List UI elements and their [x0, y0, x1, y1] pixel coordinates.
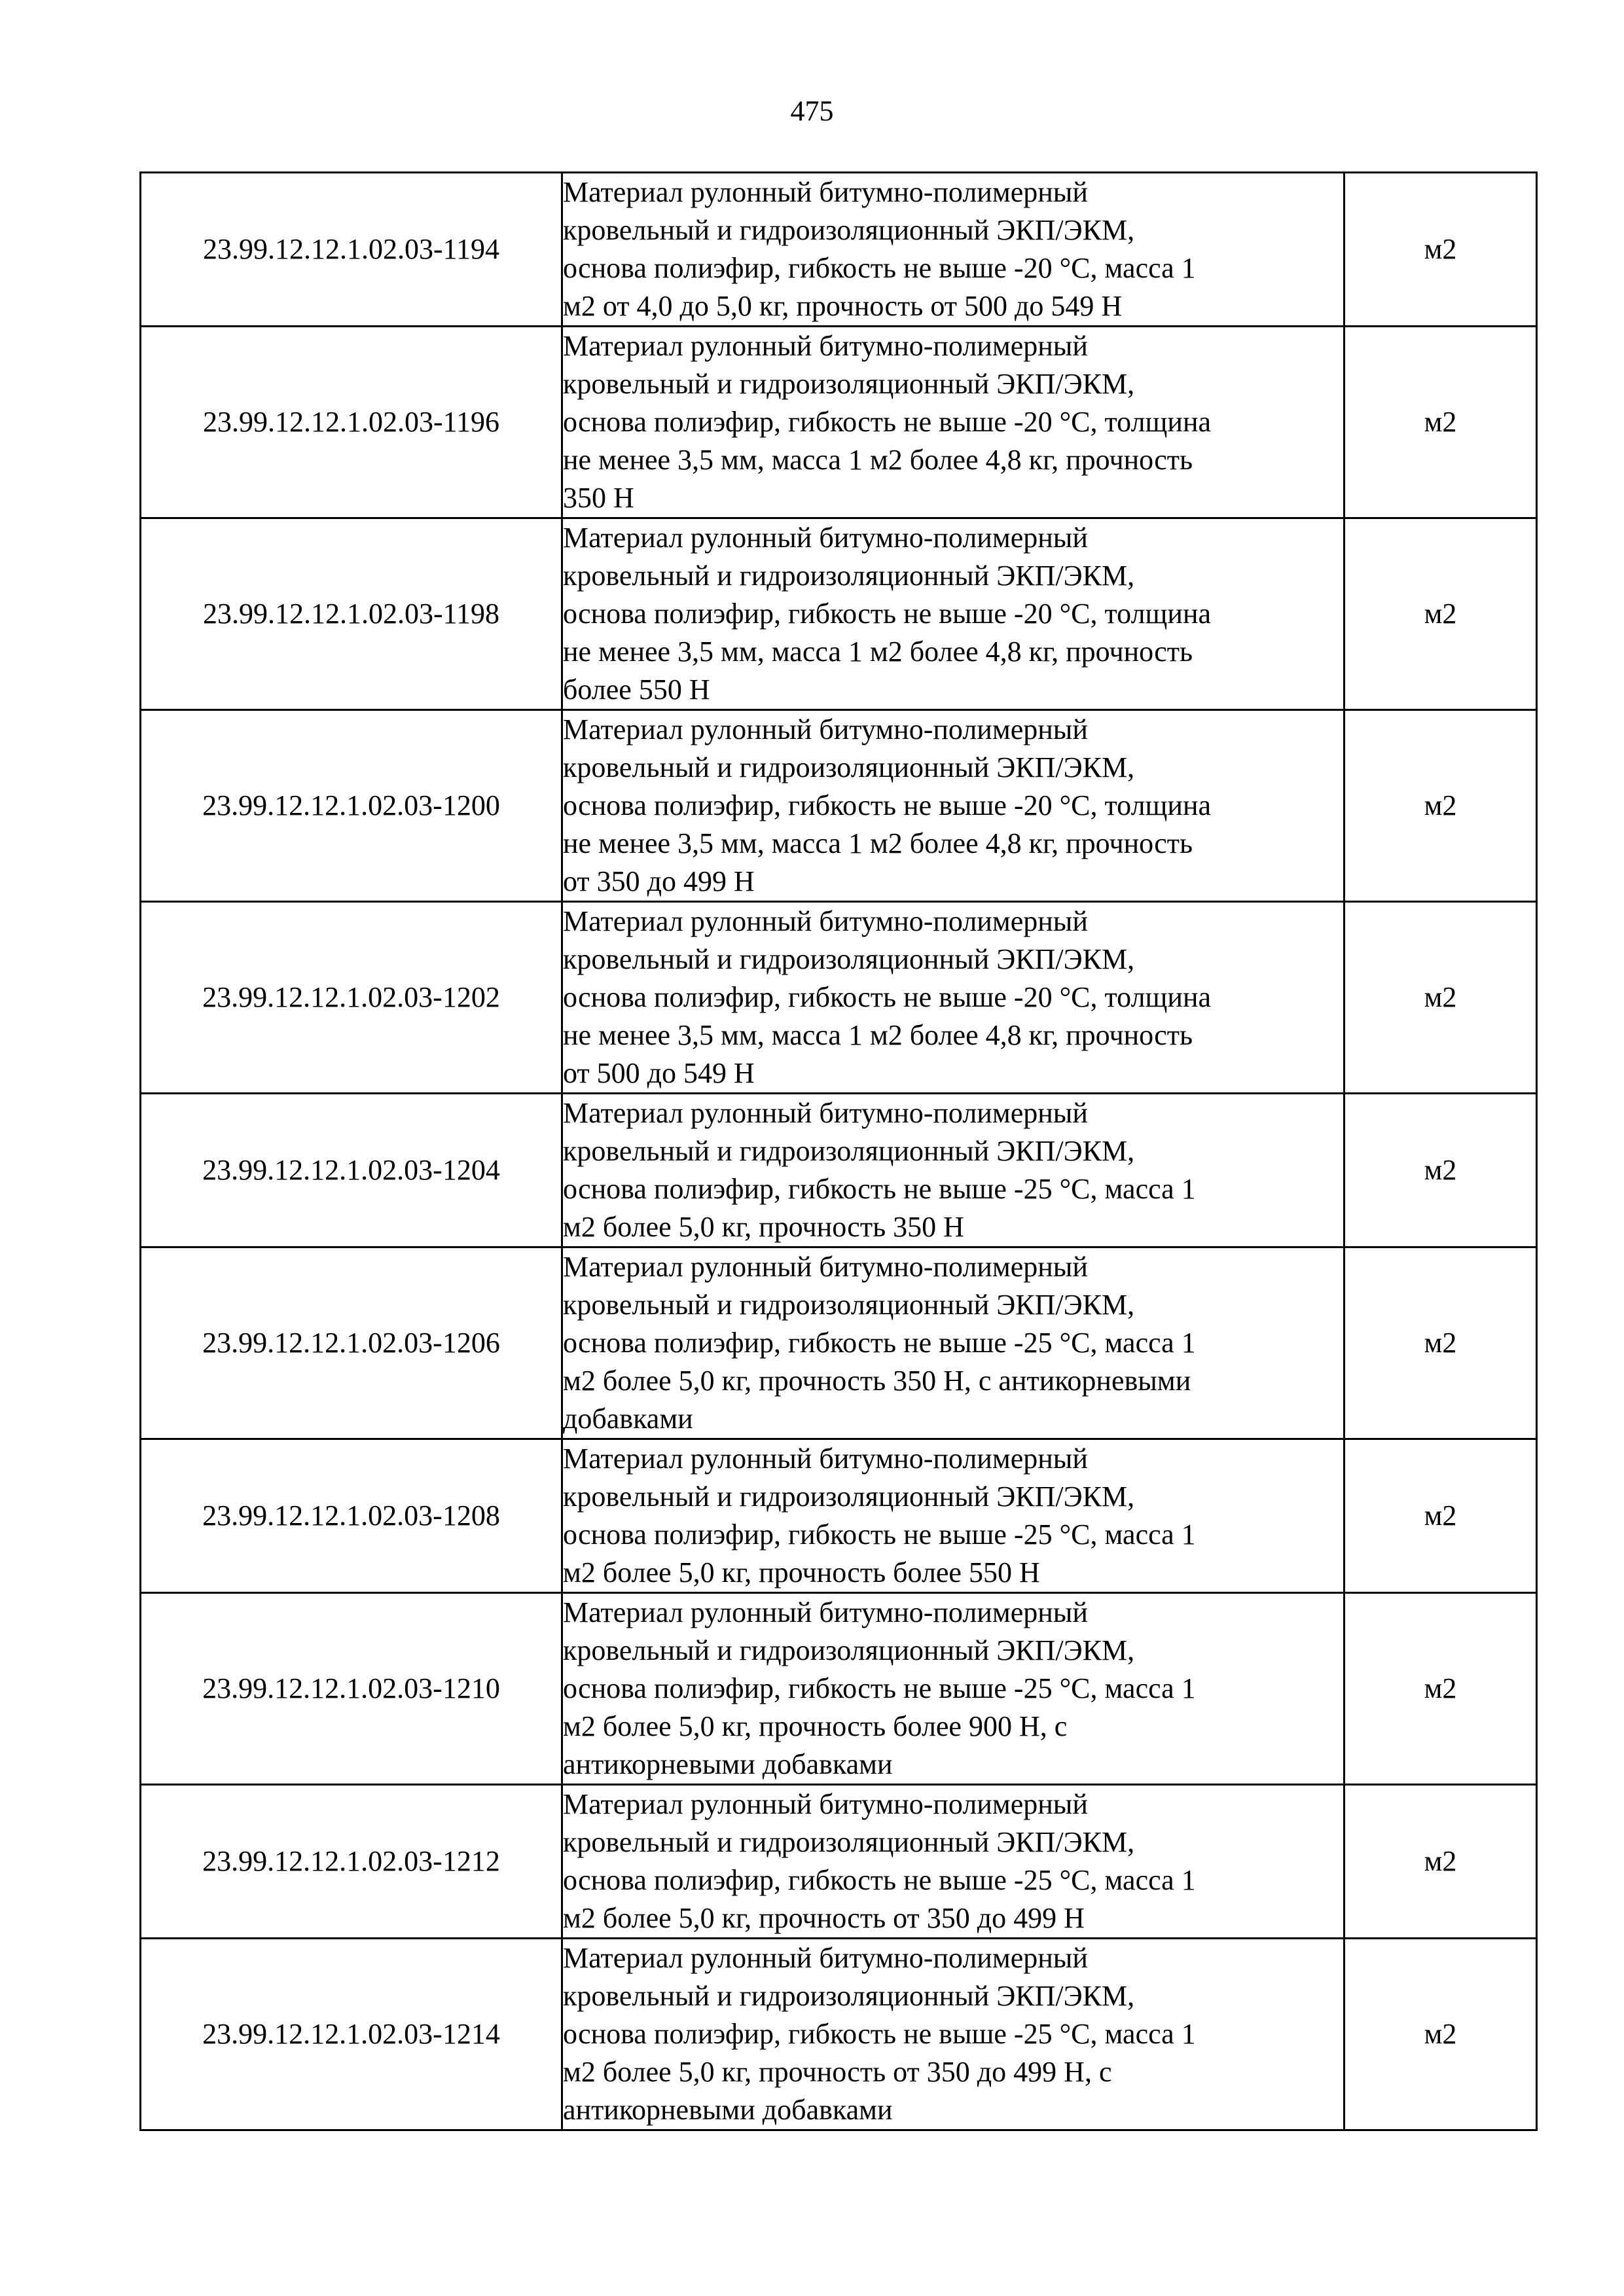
description-line: основа полиэфир, гибкость не выше -25 °С, масса 1	[563, 2018, 1196, 2050]
resource-code: 23.99.12.12.1.02.03-1210	[141, 1593, 562, 1785]
table-row	[141, 1439, 1537, 1593]
resource-code: 23.99.12.12.1.02.03-1202	[141, 902, 562, 1094]
description-line: основа полиэфир, гибкость не выше -25 °С, масса 1	[563, 1327, 1196, 1359]
table-row	[141, 173, 1537, 327]
description-line: не менее 3,5 мм, масса 1 м2 более 4,8 кг, прочность	[563, 827, 1193, 859]
description-line: Материал рулонный битумно-полимерный	[563, 1251, 1088, 1283]
description-line: антикорневыми добавками	[563, 2094, 893, 2126]
table-row	[141, 710, 1537, 902]
resource-description	[562, 518, 1344, 710]
description-line: основа полиэфир, гибкость не выше -20 °С, толщина	[563, 789, 1212, 821]
page-number: 475	[790, 95, 834, 127]
resource-code: 23.99.12.12.1.02.03-1212	[141, 1785, 562, 1939]
unit-of-measure: м2	[1344, 902, 1537, 1094]
description-line: м2 более 5,0 кг, прочность более 550 Н	[563, 1556, 1040, 1588]
description-line: кровельный и гидроизоляционный ЭКП/ЭКМ,	[563, 560, 1135, 592]
description-line: Материал рулонный битумно-полимерный	[563, 1097, 1088, 1129]
description-line: Материал рулонный битумно-полимерный	[563, 330, 1088, 362]
resource-description	[562, 1593, 1344, 1785]
resource-table-body	[141, 173, 1537, 2130]
description-line: м2 более 5,0 кг, прочность более 900 Н, с	[563, 1710, 1068, 1742]
description-line: основа полиэфир, гибкость не выше -25 °С, масса 1	[563, 1173, 1196, 1205]
description-line: основа полиэфир, гибкость не выше -20 °С, толщина	[563, 981, 1212, 1013]
unit-of-measure: м2	[1344, 1939, 1537, 2130]
description-line: Материал рулонный битумно-полимерный	[563, 905, 1088, 937]
description-line: кровельный и гидроизоляционный ЭКП/ЭКМ,	[563, 214, 1135, 246]
description-line: не менее 3,5 мм, масса 1 м2 более 4,8 кг, прочность	[563, 1019, 1193, 1051]
unit-of-measure: м2	[1344, 710, 1537, 902]
resource-code: 23.99.12.12.1.02.03-1208	[141, 1439, 562, 1593]
resource-code: 23.99.12.12.1.02.03-1200	[141, 710, 562, 902]
description-line: м2 более 5,0 кг, прочность от 350 до 499 Н, с	[563, 2056, 1112, 2088]
description-line: м2 более 5,0 кг, прочность 350 Н, с антикорневыми	[563, 1365, 1191, 1397]
description-line: основа полиэфир, гибкость не выше -25 °С, масса 1	[563, 1518, 1196, 1551]
resource-code: 23.99.12.12.1.02.03-1194	[141, 173, 562, 327]
table-row	[141, 1094, 1537, 1247]
description-line: м2 более 5,0 кг, прочность 350 Н	[563, 1211, 964, 1243]
description-line: Материал рулонный битумно-полимерный	[563, 176, 1088, 208]
table-row	[141, 902, 1537, 1094]
description-line: м2 от 4,0 до 5,0 кг, прочность от 500 до 549 Н	[563, 290, 1123, 322]
resource-description	[562, 1094, 1344, 1247]
description-line: добавками	[563, 1403, 693, 1435]
resource-code: 23.99.12.12.1.02.03-1214	[141, 1939, 562, 2130]
table-row	[141, 518, 1537, 710]
table-row	[141, 1593, 1537, 1785]
description-line: кровельный и гидроизоляционный ЭКП/ЭКМ,	[563, 368, 1135, 400]
resource-description	[562, 327, 1344, 518]
table-row	[141, 1939, 1537, 2130]
description-line: основа полиэфир, гибкость не выше -25 °С, масса 1	[563, 1864, 1196, 1896]
unit-of-measure: м2	[1344, 173, 1537, 327]
unit-of-measure: м2	[1344, 1785, 1537, 1939]
resource-table	[139, 171, 1538, 2131]
resource-description	[562, 1247, 1344, 1439]
description-line: Материал рулонный битумно-полимерный	[563, 1942, 1088, 1974]
table-row	[141, 1785, 1537, 1939]
description-line: кровельный и гидроизоляционный ЭКП/ЭКМ,	[563, 943, 1135, 975]
unit-of-measure: м2	[1344, 1593, 1537, 1785]
description-line: Материал рулонный битумно-полимерный	[563, 1443, 1088, 1475]
resource-code: 23.99.12.12.1.02.03-1198	[141, 518, 562, 710]
description-line: кровельный и гидроизоляционный ЭКП/ЭКМ,	[563, 1480, 1135, 1513]
description-line: более 550 Н	[563, 673, 710, 706]
description-line: м2 более 5,0 кг, прочность от 350 до 499 Н	[563, 1902, 1085, 1934]
description-line: от 350 до 499 Н	[563, 865, 755, 897]
description-line: кровельный и гидроизоляционный ЭКП/ЭКМ,	[563, 751, 1135, 783]
table-row	[141, 327, 1537, 518]
table-row	[141, 1247, 1537, 1439]
description-line: Материал рулонный битумно-полимерный	[563, 713, 1088, 745]
unit-of-measure: м2	[1344, 327, 1537, 518]
description-line: от 500 до 549 Н	[563, 1057, 755, 1089]
description-line: Материал рулонный битумно-полимерный	[563, 1596, 1088, 1628]
description-line: антикорневыми добавками	[563, 1748, 893, 1780]
unit-of-measure: м2	[1344, 518, 1537, 710]
description-line: не менее 3,5 мм, масса 1 м2 более 4,8 кг, прочность	[563, 444, 1193, 476]
resource-description	[562, 1439, 1344, 1593]
description-line: 350 Н	[563, 482, 634, 514]
resource-description	[562, 902, 1344, 1094]
resource-description	[562, 1939, 1344, 2130]
resource-description	[562, 173, 1344, 327]
resource-code: 23.99.12.12.1.02.03-1196	[141, 327, 562, 518]
description-line: кровельный и гидроизоляционный ЭКП/ЭКМ,	[563, 1634, 1135, 1666]
description-line: кровельный и гидроизоляционный ЭКП/ЭКМ,	[563, 1826, 1135, 1858]
description-line: Материал рулонный битумно-полимерный	[563, 522, 1088, 554]
unit-of-measure: м2	[1344, 1247, 1537, 1439]
description-line: основа полиэфир, гибкость не выше -20 °С, толщина	[563, 406, 1212, 438]
resource-code: 23.99.12.12.1.02.03-1204	[141, 1094, 562, 1247]
description-line: Материал рулонный битумно-полимерный	[563, 1788, 1088, 1820]
description-line: основа полиэфир, гибкость не выше -25 °С, масса 1	[563, 1672, 1196, 1704]
unit-of-measure: м2	[1344, 1094, 1537, 1247]
description-line: основа полиэфир, гибкость не выше -20 °С, толщина	[563, 598, 1212, 630]
resource-description	[562, 1785, 1344, 1939]
description-line: кровельный и гидроизоляционный ЭКП/ЭКМ,	[563, 1135, 1135, 1167]
description-line: основа полиэфир, гибкость не выше -20 °С, масса 1	[563, 252, 1196, 284]
description-line: не менее 3,5 мм, масса 1 м2 более 4,8 кг, прочность	[563, 636, 1193, 668]
description-line: кровельный и гидроизоляционный ЭКП/ЭКМ,	[563, 1289, 1135, 1321]
resource-code: 23.99.12.12.1.02.03-1206	[141, 1247, 562, 1439]
description-line: кровельный и гидроизоляционный ЭКП/ЭКМ,	[563, 1980, 1135, 2012]
resource-description	[562, 710, 1344, 902]
unit-of-measure: м2	[1344, 1439, 1537, 1593]
